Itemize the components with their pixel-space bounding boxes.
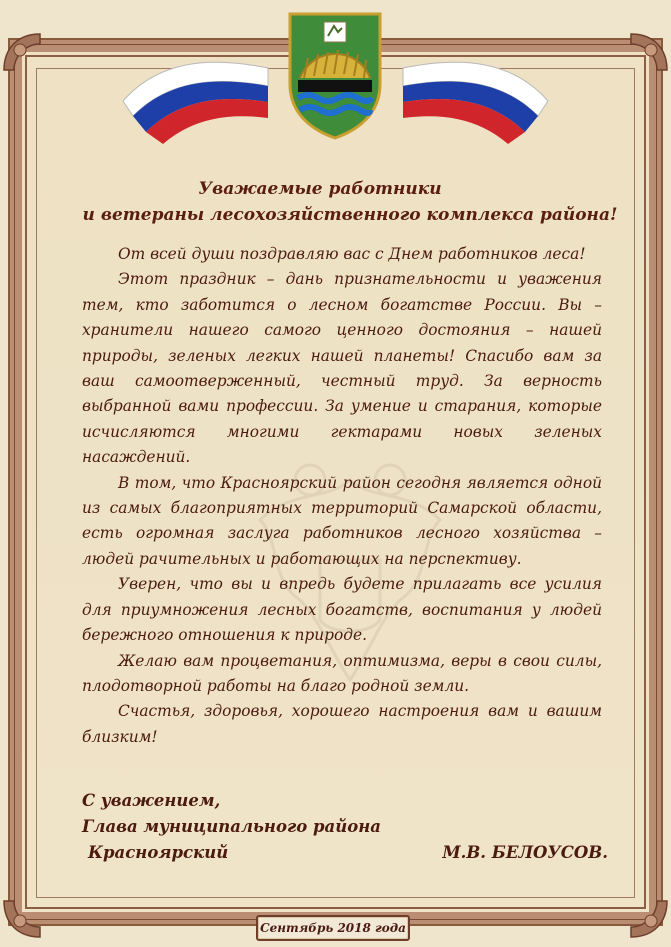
date-badge: Сентябрь 2018 года xyxy=(256,915,410,941)
signature-line-1: С уважением, xyxy=(82,791,221,810)
greeting-line-1: Уважаемые работники xyxy=(198,179,442,199)
paragraph: Уверен, что вы и впредь будете прилагать все усилия для приумножения лесных богатств, воспитания у людей бережного отношения к природе. xyxy=(82,575,602,645)
corner-ornament-icon xyxy=(627,30,671,74)
corner-ornament-icon xyxy=(627,897,671,941)
paragraph: От всей души поздравляю вас с Днем работников леса! xyxy=(118,245,586,263)
letter-body xyxy=(82,242,602,750)
coat-of-arms-emblem xyxy=(118,6,553,146)
signature-name: М.В. БЕЛОУСОВ. xyxy=(442,843,608,862)
signature-line-3: Красноярский xyxy=(88,843,229,862)
corner-ornament-icon xyxy=(0,30,44,74)
coat-of-arms-shield-icon xyxy=(290,14,380,138)
paragraph: Счастья, здоровья, хорошего настроения вам и вашим близким! xyxy=(82,702,602,746)
signature-line-2: Глава муниципального района xyxy=(82,817,381,836)
corner-ornament-icon xyxy=(0,897,44,941)
paragraph: Этот праздник – дань признательности и уважения тем, кто заботится о лесном богатстве России. Вы – хранители нашего самого ценного достояния – нашей природы, зеленых легких нашей планеты! Спасибо вам за ваш самоотверженный, честный труд. За верность выбранной вами профессии. За умение и старания, которые исчисляются многими гектарами новых зеленых насаждений. xyxy=(82,270,602,467)
paragraph: В том, что Красноярский район сегодня является одной из самых благоприятных территорий Самарской области, есть огромная заслуга работников лесного хозяйства – людей рачительных и работающих на перспективу. xyxy=(82,473,602,568)
paragraph: Желаю вам процветания, оптимизма, веры в свои силы, плодотворной работы на благо родной земли. xyxy=(82,651,602,695)
greeting-line-2: и ветераны лесохозяйственного комплекса района! xyxy=(82,205,618,225)
